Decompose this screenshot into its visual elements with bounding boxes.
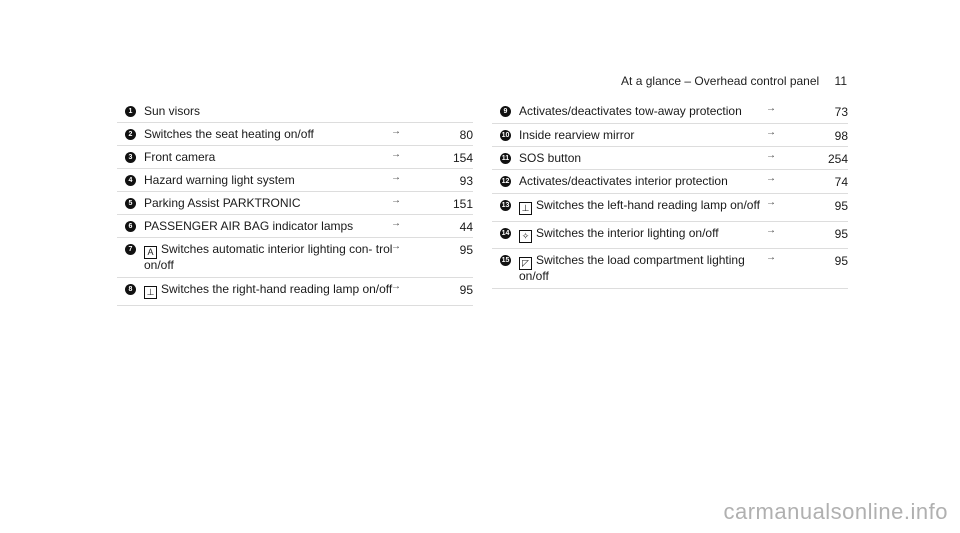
legend-item — [492, 170, 848, 194]
item-description — [144, 243, 394, 271]
item-text: Activates/deactivates tow-away protection — [519, 104, 742, 118]
item-number-badge: 7 — [125, 244, 136, 255]
page-ref-arrow-icon: → — [766, 150, 776, 161]
item-number-badge: 4 — [125, 175, 136, 186]
item-description — [519, 254, 769, 282]
page-ref-arrow-icon: → — [766, 197, 776, 208]
item-text: Sun visors — [144, 104, 201, 118]
reading-lamp-icon: ⊥ — [519, 202, 532, 215]
item-description — [519, 199, 769, 215]
load-compartment-light-icon: ◸ — [519, 257, 532, 270]
item-text: Parking Assist PARKTRONIC — [144, 196, 301, 210]
item-text: Switches the right-hand reading lamp on/off — [161, 282, 393, 296]
page-reference[interactable]: 44 — [459, 220, 473, 234]
page-ref-arrow-icon: → — [766, 252, 776, 263]
item-number-badge: 1 — [125, 106, 136, 117]
item-number-badge: 8 — [125, 284, 136, 295]
legend-item — [117, 278, 473, 306]
item-text: Switches the left-hand reading lamp on/off — [536, 198, 760, 212]
legend-item — [117, 238, 473, 278]
page-number: 11 — [834, 74, 847, 88]
legend-item — [117, 215, 473, 238]
page-ref-arrow-icon: → — [391, 149, 401, 160]
item-number-badge: 12 — [501, 178, 510, 185]
item-number-badge: 14 — [501, 230, 510, 237]
page-reference[interactable]: 95 — [834, 254, 848, 268]
page-reference[interactable]: 254 — [827, 152, 848, 166]
item-description — [519, 227, 769, 243]
page-ref-arrow-icon: → — [391, 281, 401, 292]
item-description — [519, 152, 769, 164]
page-reference[interactable]: 151 — [452, 197, 473, 211]
item-number-badge: 10 — [501, 132, 510, 139]
legend-item — [117, 192, 473, 215]
page-reference[interactable]: 95 — [834, 199, 848, 213]
page-ref-arrow-icon: → — [391, 218, 401, 229]
item-description — [519, 129, 769, 141]
page-ref-arrow-icon: → — [766, 225, 776, 236]
item-description — [144, 197, 394, 209]
page-reference[interactable]: 73 — [834, 105, 848, 119]
legend-item — [117, 100, 473, 123]
legend-item — [117, 169, 473, 192]
item-number-badge: 6 — [125, 221, 136, 232]
item-description — [144, 220, 394, 232]
item-description — [144, 151, 394, 163]
item-description — [144, 128, 394, 140]
item-text: Front camera — [144, 150, 216, 164]
legend-item — [492, 124, 848, 147]
watermark: carmanualsonline.info — [723, 499, 948, 524]
page-reference[interactable]: 80 — [459, 128, 473, 142]
item-number-badge: 3 — [125, 152, 136, 163]
item-number-badge: 5 — [125, 198, 136, 209]
legend-item — [492, 100, 848, 124]
legend-item — [492, 194, 848, 222]
page-header — [621, 74, 847, 88]
page-ref-arrow-icon: → — [391, 195, 401, 206]
page-ref-arrow-icon: → — [391, 172, 401, 183]
item-text: Inside rearview mirror — [519, 128, 635, 142]
page-reference[interactable]: 95 — [834, 227, 848, 241]
right-legend-column — [492, 100, 848, 289]
item-description — [519, 175, 769, 187]
item-text: PASSENGER AIR BAG indicator lamps — [144, 219, 354, 233]
page-reference[interactable]: 93 — [459, 174, 473, 188]
item-text: Activates/deactivates interior protection — [519, 174, 728, 188]
page-ref-arrow-icon: → — [766, 127, 776, 138]
interior-light-icon: ✧ — [519, 230, 532, 243]
page-reference[interactable]: 95 — [459, 283, 473, 297]
item-number-badge: 9 — [500, 106, 511, 117]
item-text: Switches automatic interior lighting con- trol on/off — [144, 242, 393, 272]
section-title: At a glance – Overhead control panel — [621, 74, 820, 88]
item-description — [519, 105, 769, 117]
page-reference[interactable]: 154 — [452, 151, 473, 165]
page-reference[interactable]: 74 — [834, 175, 848, 189]
legend-item — [492, 147, 848, 170]
reading-lamp-icon: ⊥ — [144, 286, 157, 299]
item-number-badge: 13 — [501, 202, 510, 209]
legend-item — [492, 222, 848, 249]
page-ref-arrow-icon: → — [766, 173, 776, 184]
page-reference[interactable]: 95 — [459, 243, 473, 257]
legend-item — [117, 146, 473, 169]
auto-interior-light-icon: A — [144, 246, 157, 259]
legend-item — [117, 123, 473, 146]
item-text: Switches the load compartment lighting on/off — [519, 253, 745, 283]
item-text: Switches the seat heating on/off — [144, 127, 314, 141]
page-ref-arrow-icon: → — [391, 241, 401, 252]
item-description — [144, 283, 394, 299]
page-reference[interactable]: 98 — [834, 129, 848, 143]
item-text: Hazard warning light system — [144, 173, 295, 187]
item-description — [144, 105, 394, 117]
left-legend-column — [117, 100, 473, 306]
page-ref-arrow-icon: → — [391, 126, 401, 137]
item-text: Switches the interior lighting on/off — [536, 226, 719, 240]
item-number-badge: 11 — [501, 155, 510, 162]
page-ref-arrow-icon: → — [766, 103, 776, 114]
item-number-badge: 2 — [125, 129, 136, 140]
item-description — [144, 174, 394, 186]
legend-item — [492, 249, 848, 289]
item-text: SOS button — [519, 151, 582, 165]
item-number-badge: 15 — [501, 257, 510, 264]
